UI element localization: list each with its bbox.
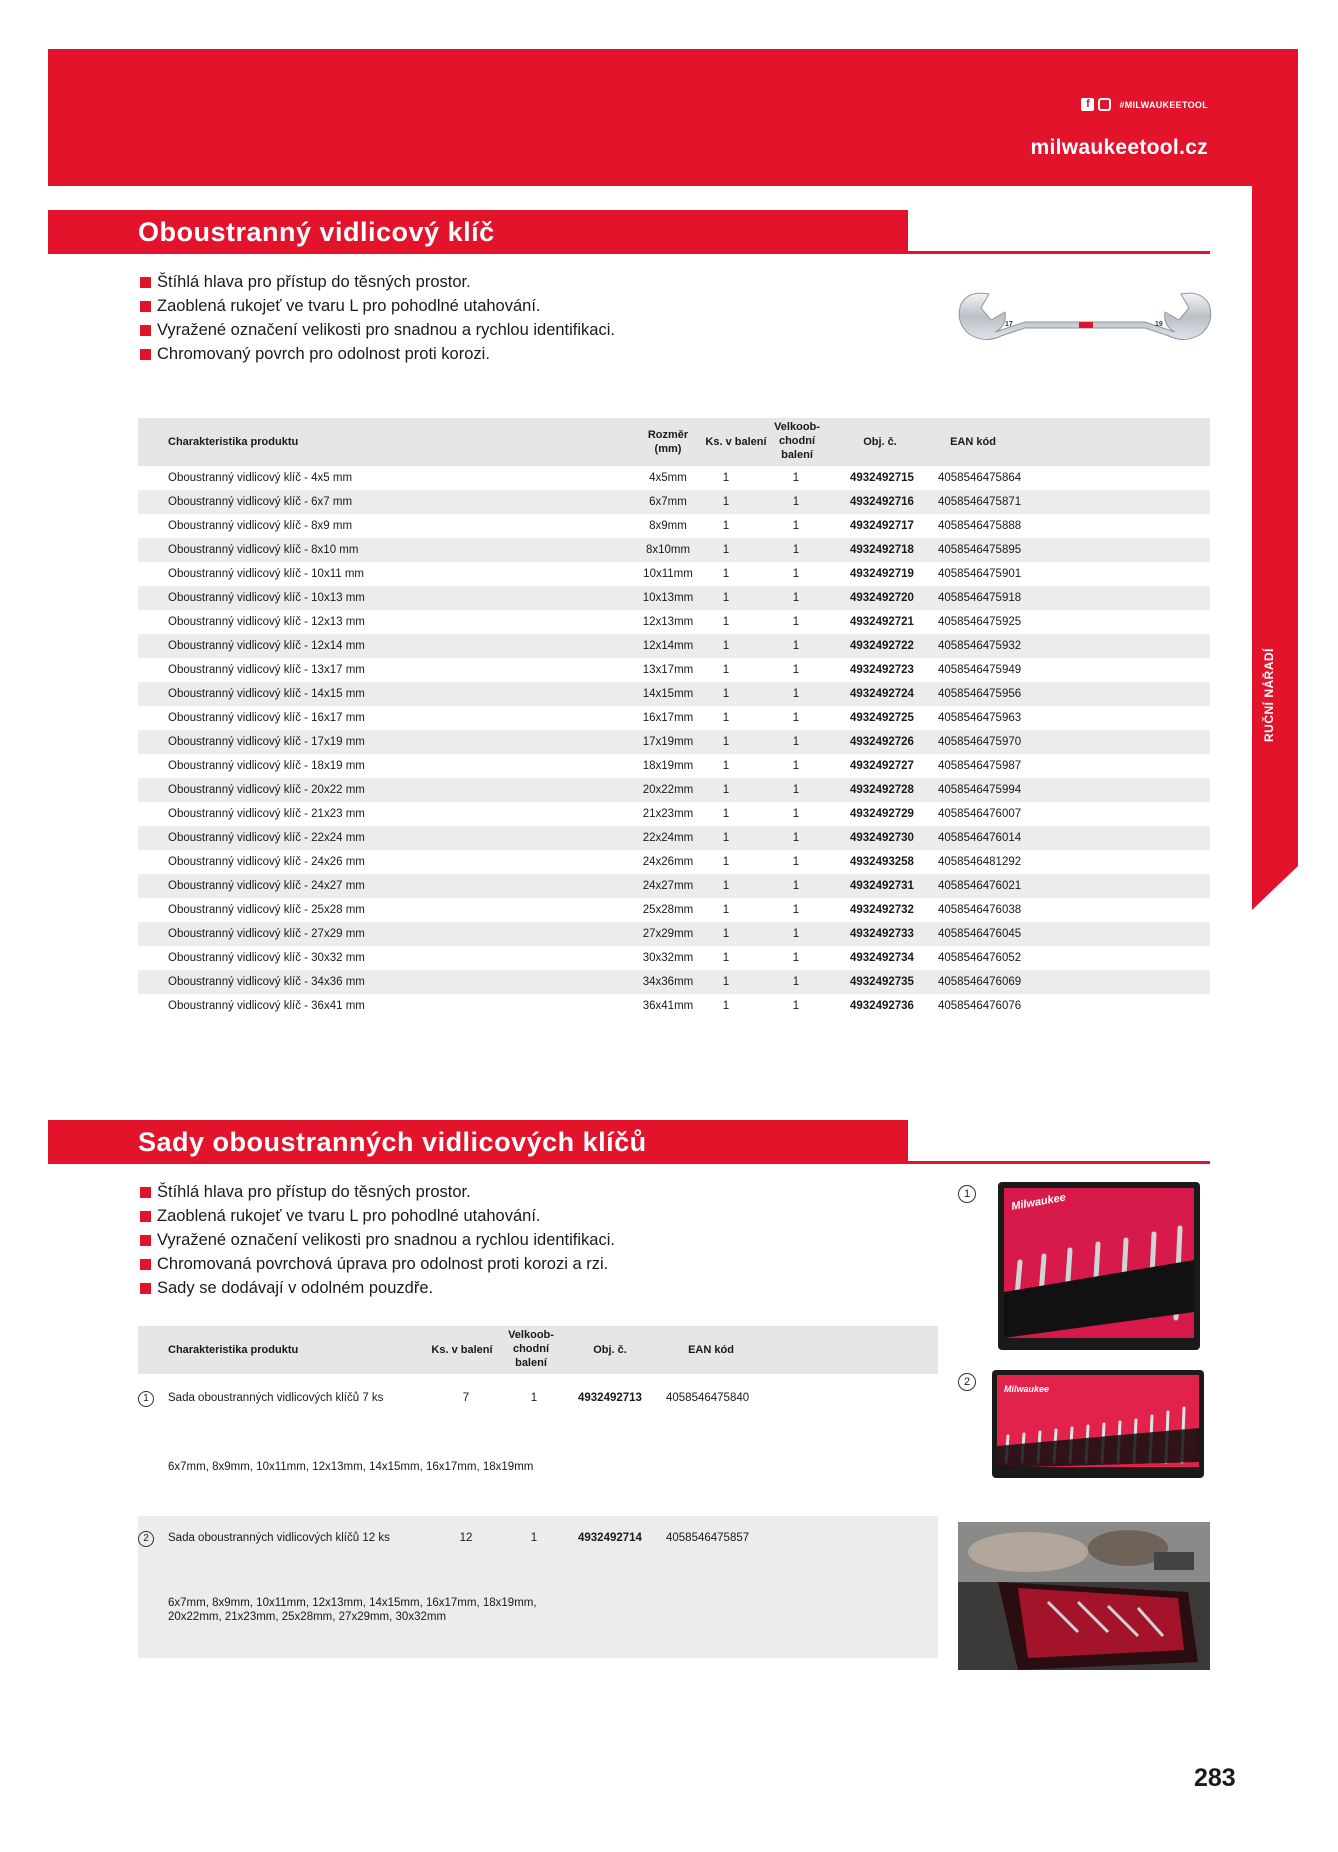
social-links: [1081, 98, 1208, 111]
section2-bullets: [140, 1180, 615, 1300]
table-row: [138, 538, 1210, 562]
col-header-ean: EAN kód: [950, 436, 996, 448]
table-row: [138, 802, 1210, 826]
cell-ean: 4058546475864: [938, 472, 1022, 484]
set-ks: 7: [462, 1392, 470, 1404]
cell-vel: 1: [792, 976, 800, 988]
table-row: [138, 562, 1210, 586]
cell-size: 27x29mm: [642, 928, 694, 940]
cell-ks: 1: [722, 976, 730, 988]
bullet-item: Vyražené označení velikosti pro snadnou a rychlou identifikaci.: [140, 1228, 615, 1252]
set-table: [138, 1326, 938, 1658]
cell-vel: 1: [792, 1000, 800, 1012]
cell-obj: 4932492723: [850, 664, 914, 676]
table-row: [138, 706, 1210, 730]
cell-size: 24x27mm: [642, 880, 694, 892]
cell-ks: 1: [722, 832, 730, 844]
table-header: [138, 418, 1210, 466]
cell-obj: 4932492716: [850, 496, 914, 508]
wrench-size-17: 17: [1005, 321, 1013, 328]
cell-name: Oboustranný vidlicový klíč - 10x13 mm: [168, 592, 365, 604]
cell-obj: 4932492715: [850, 472, 914, 484]
cell-name: Oboustranný vidlicový klíč - 20x22 mm: [168, 784, 365, 796]
table-row: [138, 682, 1210, 706]
col-header-ks: Ks. v balení: [705, 436, 767, 448]
cell-name: Oboustranný vidlicový klíč - 34x36 mm: [168, 976, 365, 988]
cell-vel: 1: [792, 664, 800, 676]
cell-name: Oboustranný vidlicový klíč - 14x15 mm: [168, 688, 365, 700]
cell-ks: 1: [722, 784, 730, 796]
cell-obj: 4932492736: [850, 1000, 914, 1012]
bullet-item: Sady se dodávají v odolném pouzdře.: [140, 1276, 615, 1300]
cell-ks: 1: [722, 472, 730, 484]
set-sizes: 6x7mm, 8x9mm, 10x11mm, 12x13mm, 14x15mm, 16x17mm, 18x19mm, 20x22mm, 21x23mm, 25x28mm, 27x29mm, 30x32mm: [168, 1597, 537, 1623]
cell-vel: 1: [792, 640, 800, 652]
cell-size: 25x28mm: [642, 904, 694, 916]
cell-ks: 1: [722, 616, 730, 628]
cell-name: Oboustranný vidlicový klíč - 27x29 mm: [168, 928, 365, 940]
cell-obj: 4932492735: [850, 976, 914, 988]
pouch-12-image: [992, 1370, 1204, 1478]
cell-size: 12x14mm: [642, 640, 694, 652]
table-row: [138, 514, 1210, 538]
cell-obj: 4932492730: [850, 832, 914, 844]
cell-ks: 1: [722, 712, 730, 724]
cell-ean: 4058546475987: [938, 760, 1022, 772]
cell-obj: 4932492720: [850, 592, 914, 604]
cell-size: 6x7mm: [649, 496, 687, 508]
cell-size: 21x23mm: [642, 808, 694, 820]
site-url[interactable]: milwaukeetool.cz: [1030, 136, 1208, 159]
cell-obj: 4932492726: [850, 736, 914, 748]
bullet-item: Vyražené označení velikosti pro snadnou a rychlou identifikaci.: [140, 318, 615, 342]
cell-size: 30x32mm: [642, 952, 694, 964]
cell-size: 13x17mm: [642, 664, 694, 676]
cell-ean: 4058546475895: [938, 544, 1022, 556]
cell-vel: 1: [792, 784, 800, 796]
cell-ks: 1: [722, 544, 730, 556]
cell-obj: 4932492719: [850, 568, 914, 580]
cell-ean: 4058546475888: [938, 520, 1022, 532]
cell-vel: 1: [792, 832, 800, 844]
cell-ks: 1: [722, 496, 730, 508]
pouch-7-image: [998, 1182, 1200, 1350]
cell-vel: 1: [792, 736, 800, 748]
cell-ean: 4058546476014: [938, 832, 1022, 844]
cell-obj: 4932492727: [850, 760, 914, 772]
cell-ean: 4058546476021: [938, 880, 1022, 892]
cell-obj: 4932492731: [850, 880, 914, 892]
cell-vel: 1: [792, 760, 800, 772]
set-sizes: 6x7mm, 8x9mm, 10x11mm, 12x13mm, 14x15mm, 16x17mm, 18x19mm: [168, 1461, 534, 1473]
col-header-ean: EAN kód: [688, 1344, 734, 1356]
wrench-image: [955, 286, 1215, 348]
cell-obj: 4932492734: [850, 952, 914, 964]
cell-obj: 4932492724: [850, 688, 914, 700]
item-number: 1: [138, 1391, 154, 1407]
set-item: [138, 1516, 938, 1658]
cell-size: 14x15mm: [642, 688, 694, 700]
cell-ean: 4058546475901: [938, 568, 1022, 580]
bullet-item: Štíhlá hlava pro přístup do těsných prostor.: [140, 1180, 615, 1204]
set-obj: 4932492713: [578, 1392, 642, 1404]
bullet-item: Chromovaná povrchová úprava pro odolnost proti korozi a rzi.: [140, 1252, 615, 1276]
cell-vel: 1: [792, 880, 800, 892]
cell-name: Oboustranný vidlicový klíč - 12x13 mm: [168, 616, 365, 628]
cell-name: Oboustranný vidlicový klíč - 17x19 mm: [168, 736, 365, 748]
cell-ks: 1: [722, 568, 730, 580]
cell-obj: 4932492728: [850, 784, 914, 796]
cell-ks: 1: [722, 1000, 730, 1012]
col-header-obj: Obj. č.: [593, 1344, 627, 1356]
cell-size: 10x11mm: [643, 568, 693, 580]
cell-ean: 4058546475963: [938, 712, 1022, 724]
cell-vel: 1: [792, 712, 800, 724]
photo-label-1: 1: [958, 1184, 976, 1203]
cell-ks: 1: [722, 904, 730, 916]
bullet-item: Chromovaný povrch pro odolnost proti korozi.: [140, 342, 615, 366]
cell-name: Oboustranný vidlicový klíč - 8x10 mm: [168, 544, 359, 556]
table-row: [138, 994, 1210, 1018]
cell-vel: 1: [792, 496, 800, 508]
item-number: 2: [138, 1531, 154, 1547]
cell-ean: 4058546476069: [938, 976, 1022, 988]
cell-vel: 1: [792, 472, 800, 484]
cell-vel: 1: [792, 688, 800, 700]
cell-obj: 4932492733: [850, 928, 914, 940]
cell-size: 20x22mm: [642, 784, 694, 796]
col-header-vel: Velkoob-chodní balení: [774, 421, 820, 461]
cell-obj: 4932492722: [850, 640, 914, 652]
col-header-name: Charakteristika produktu: [168, 436, 299, 448]
table-row: [138, 466, 1210, 490]
cell-ean: 4058546476038: [938, 904, 1022, 916]
cell-ks: 1: [722, 664, 730, 676]
cell-ks: 1: [722, 688, 730, 700]
product-table: [138, 418, 1210, 1018]
bullet-item: Zaoblená rukojeť ve tvaru L pro pohodlné utahování.: [140, 294, 615, 318]
cell-size: 24x26mm: [642, 856, 694, 868]
section2-title-line: [908, 1161, 1210, 1164]
set-name: Sada oboustranných vidlicových klíčů 7 ks: [168, 1392, 384, 1404]
table-row: [138, 826, 1210, 850]
cell-name: Oboustranný vidlicový klíč - 10x11 mm: [168, 568, 364, 580]
cell-size: 36x41mm: [642, 1000, 694, 1012]
set-item: [138, 1374, 938, 1516]
col-header-vel: Velkoob-chodní balení: [508, 1329, 554, 1369]
cell-size: 8x10mm: [645, 544, 691, 556]
set-ean: 4058546475840: [666, 1392, 750, 1404]
table-row: [138, 850, 1210, 874]
cell-name: Oboustranný vidlicový klíč - 36x41 mm: [168, 1000, 365, 1012]
cell-obj: 4932492732: [850, 904, 914, 916]
cell-ean: 4058546475932: [938, 640, 1022, 652]
table-row: [138, 634, 1210, 658]
cell-size: 16x17mm: [642, 712, 694, 724]
table-row: [138, 730, 1210, 754]
set-obj: 4932492714: [578, 1532, 642, 1544]
cell-ean: 4058546476076: [938, 1000, 1022, 1012]
cell-name: Oboustranný vidlicový klíč - 8x9 mm: [168, 520, 353, 532]
cell-vel: 1: [792, 544, 800, 556]
cell-ks: 1: [722, 808, 730, 820]
table-row: [138, 490, 1210, 514]
cell-obj: 4932493258: [850, 856, 914, 868]
header-band: [48, 49, 1298, 186]
cell-ks: 1: [722, 856, 730, 868]
cell-ks: 1: [722, 736, 730, 748]
set-ks: 12: [459, 1532, 473, 1544]
bullet-item: Zaoblená rukojeť ve tvaru L pro pohodlné utahování.: [140, 1204, 615, 1228]
section1-title-line: [908, 251, 1210, 254]
svg-text:Milwaukee: Milwaukee: [1010, 1191, 1067, 1213]
col-header-size: Rozměr (mm): [647, 429, 689, 455]
cell-size: 17x19mm: [642, 736, 694, 748]
set-name: Sada oboustranných vidlicových klíčů 12 ks: [168, 1532, 390, 1544]
cell-name: Oboustranný vidlicový klíč - 4x5 mm: [168, 472, 353, 484]
cell-name: Oboustranný vidlicový klíč - 25x28 mm: [168, 904, 365, 916]
cell-vel: 1: [792, 928, 800, 940]
table-row: [138, 586, 1210, 610]
workshop-photo: [958, 1522, 1210, 1670]
cell-obj: 4932492718: [850, 544, 914, 556]
cell-ean: 4058546481292: [938, 856, 1022, 868]
cell-ks: 1: [722, 592, 730, 604]
cell-vel: 1: [792, 616, 800, 628]
table-row: [138, 778, 1210, 802]
table-header: [138, 1326, 938, 1374]
cell-obj: 4932492717: [850, 520, 914, 532]
table-row: [138, 946, 1210, 970]
cell-vel: 1: [792, 952, 800, 964]
table-row: [138, 874, 1210, 898]
cell-name: Oboustranný vidlicový klíč - 6x7 mm: [168, 496, 353, 508]
cell-name: Oboustranný vidlicový klíč - 13x17 mm: [168, 664, 365, 676]
cell-size: 34x36mm: [642, 976, 694, 988]
cell-ean: 4058546475925: [938, 616, 1022, 628]
set-ean: 4058546475857: [666, 1532, 750, 1544]
cell-ean: 4058546476007: [938, 808, 1022, 820]
cell-name: Oboustranný vidlicový klíč - 30x32 mm: [168, 952, 365, 964]
cell-size: 12x13mm: [642, 616, 694, 628]
cell-ks: 1: [722, 880, 730, 892]
table-row: [138, 922, 1210, 946]
table-row: [138, 970, 1210, 994]
cell-size: 18x19mm: [642, 760, 694, 772]
cell-ean: 4058546476052: [938, 952, 1022, 964]
facebook-icon[interactable]: f: [1081, 98, 1094, 111]
cell-size: 4x5mm: [649, 472, 687, 484]
instagram-icon[interactable]: [1098, 98, 1111, 111]
side-category-label: RUČNÍ NÁŘADÍ: [1262, 648, 1276, 742]
col-header-obj: Obj. č.: [863, 436, 897, 448]
cell-ean: 4058546475918: [938, 592, 1022, 604]
cell-ean: 4058546475871: [938, 496, 1022, 508]
photo-label-2: 2: [958, 1372, 976, 1391]
cell-ean: 4058546476045: [938, 928, 1022, 940]
hashtag: #MILWAUKEETOOL: [1119, 99, 1208, 110]
wrench-logo-mark: [1079, 322, 1093, 328]
col-header-ks: Ks. v balení: [431, 1344, 493, 1356]
cell-obj: 4932492729: [850, 808, 914, 820]
cell-vel: 1: [792, 568, 800, 580]
set-vel: 1: [530, 1532, 538, 1544]
cell-vel: 1: [792, 856, 800, 868]
section1-bullets: [140, 270, 615, 366]
table-row: [138, 754, 1210, 778]
cell-obj: 4932492721: [850, 616, 914, 628]
cell-size: 8x9mm: [649, 520, 687, 532]
cell-size: 10x13mm: [642, 592, 694, 604]
table-row: [138, 898, 1210, 922]
side-strip: [1252, 186, 1298, 866]
cell-ks: 1: [722, 640, 730, 652]
set-vel: 1: [530, 1392, 538, 1404]
page-number: 283: [1194, 1764, 1236, 1792]
wrench-size-19: 19: [1155, 321, 1163, 328]
cell-name: Oboustranný vidlicový klíč - 12x14 mm: [168, 640, 365, 652]
col-header-name: Charakteristika produktu: [168, 1344, 299, 1356]
side-strip-corner: [1252, 866, 1298, 910]
section1-title: Oboustranný vidlicový klíč: [48, 210, 908, 254]
cell-ean: 4058546475970: [938, 736, 1022, 748]
bullet-item: Štíhlá hlava pro přístup do těsných prostor.: [140, 270, 615, 294]
cell-vel: 1: [792, 808, 800, 820]
cell-vel: 1: [792, 904, 800, 916]
cell-vel: 1: [792, 520, 800, 532]
cell-name: Oboustranný vidlicový klíč - 22x24 mm: [168, 832, 365, 844]
cell-name: Oboustranný vidlicový klíč - 18x19 mm: [168, 760, 365, 772]
cell-ks: 1: [722, 928, 730, 940]
cell-vel: 1: [792, 592, 800, 604]
cell-ks: 1: [722, 760, 730, 772]
cell-size: 22x24mm: [642, 832, 694, 844]
cell-name: Oboustranný vidlicový klíč - 24x26 mm: [168, 856, 365, 868]
cell-name: Oboustranný vidlicový klíč - 24x27 mm: [168, 880, 365, 892]
section2-title: Sady oboustranných vidlicových klíčů: [48, 1120, 908, 1164]
cell-ks: 1: [722, 520, 730, 532]
cell-ks: 1: [722, 952, 730, 964]
cell-ean: 4058546475956: [938, 688, 1022, 700]
cell-ean: 4058546475994: [938, 784, 1022, 796]
table-row: [138, 610, 1210, 634]
cell-ean: 4058546475949: [938, 664, 1022, 676]
svg-text:Milwaukee: Milwaukee: [1004, 1384, 1050, 1394]
cell-name: Oboustranný vidlicový klíč - 16x17 mm: [168, 712, 365, 724]
cell-name: Oboustranný vidlicový klíč - 21x23 mm: [168, 808, 365, 820]
table-row: [138, 658, 1210, 682]
cell-obj: 4932492725: [850, 712, 914, 724]
